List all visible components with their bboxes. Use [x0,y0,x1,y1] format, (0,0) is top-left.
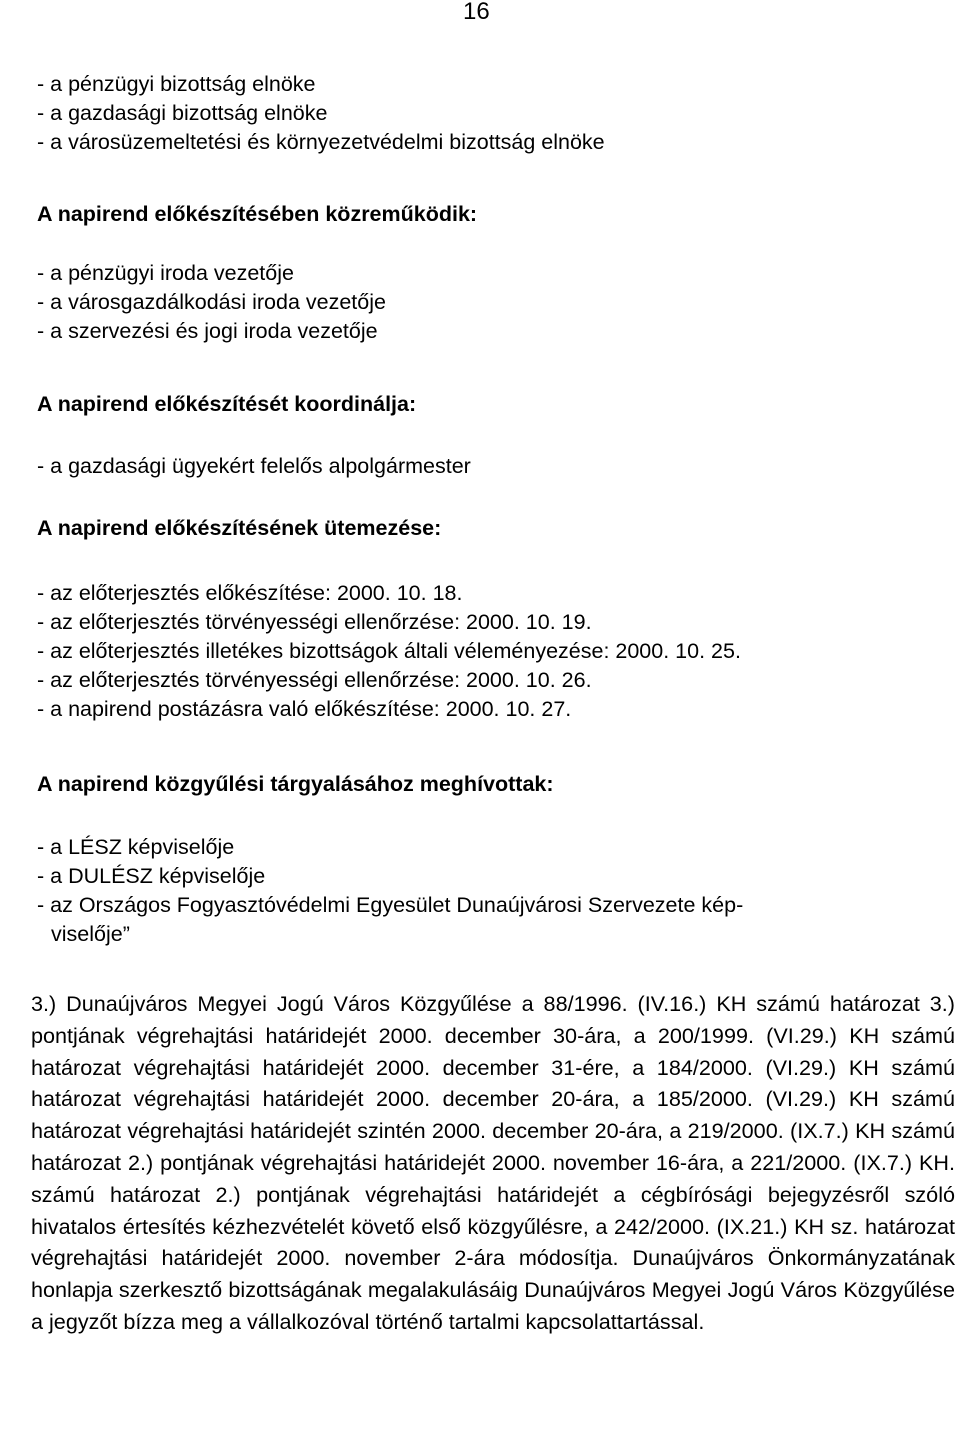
list-item: - a városüzemeltetési és környezetvédelmi bizottság elnöke [37,130,605,154]
list-item: - az előterjesztés illetékes bizottságok általi véleményezése: 2000. 10. 25. [37,639,741,663]
list-item: - a DULÉSZ képviselője [37,864,266,888]
section-heading-schedule: A napirend előkészítésének ütemezése: [37,516,442,540]
list-item: - az előterjesztés előkészítése: 2000. 10. 18. [37,581,463,605]
list-item: - a városgazdálkodási iroda vezetője [37,290,386,314]
committee-chairs-list [37,70,937,157]
list-item: - az előterjesztés törvényességi ellenőrzése: 2000. 10. 26. [37,668,592,692]
page-number: 16 [463,0,490,25]
invited-list [37,833,937,949]
section-heading-coordinator: A napirend előkészítését koordinálja: [37,392,417,416]
list-item: - a gazdasági ügyekért felelős alpolgármester [37,454,471,478]
list-item: - a szervezési és jogi iroda vezetője [37,319,378,343]
resolution-paragraph: 3.) Dunaújváros Megyei Jogú Város Közgyűlése a 88/1996. (IV.16.) KH számú határozat 3.) pontjának végrehajtási határidejét 2000. december 30-ára, a 200/1999. (VI.29.) KH számú határozat végrehajtási határidejét 2000. december 31-ére, a 184/2000. (VI.29.) KH számú határozat végrehajtási határidejét 2000. december 20-ára, a 185/2000. (VI.29.) KH számú határozat végrehajtási határidejét szintén 2000. december 20-ára, a 219/2000. (IX.7.) KH számú határozat 2.) pontjának végrehajtási határidejét 2000. november 16-ára, a 221/2000. (IX.7.) KH. számú határozat 2.) pontjának végrehajtási határidejét a cégbírósági bejegyzésről szóló hivatalos értesítés kézhezvételét követő első közgyűlésre, a 242/2000. (IX.21.) KH sz. határozat végrehajtási határidejét 2000. november 2-ára módosítja. Dunaújváros Önkormányzatának honlapja szerkesztő bizottságának megalakulásáig Dunaújváros Megyei Jogú Város Közgyűlése a jegyzőt bízza meg a vállalkozóval történő tartalmi kapcsolattartással. [31,991,955,1334]
schedule-list [37,579,937,724]
list-item: - az Országos Fogyasztóvédelmi Egyesület Dunaújvárosi Szervezete kép- [37,893,744,917]
list-item: - a pénzügyi iroda vezetője [37,261,294,285]
coordinator-list [37,452,937,481]
list-item: - az előterjesztés törvényességi ellenőrzése: 2000. 10. 19. [37,610,592,634]
list-item-continuation: viselője” [51,922,130,946]
section-heading-cooperators: A napirend előkészítésében közreműködik: [37,202,478,226]
section-heading-invited: A napirend közgyűlési tárgyalásához meghívottak: [37,772,554,796]
list-item: - a pénzügyi bizottság elnöke [37,72,316,96]
cooperators-list [37,259,937,346]
list-item: - a LÉSZ képviselője [37,835,235,859]
list-item: - a napirend postázásra való előkészítése: 2000. 10. 27. [37,697,572,721]
list-item: - a gazdasági bizottság elnöke [37,101,328,125]
